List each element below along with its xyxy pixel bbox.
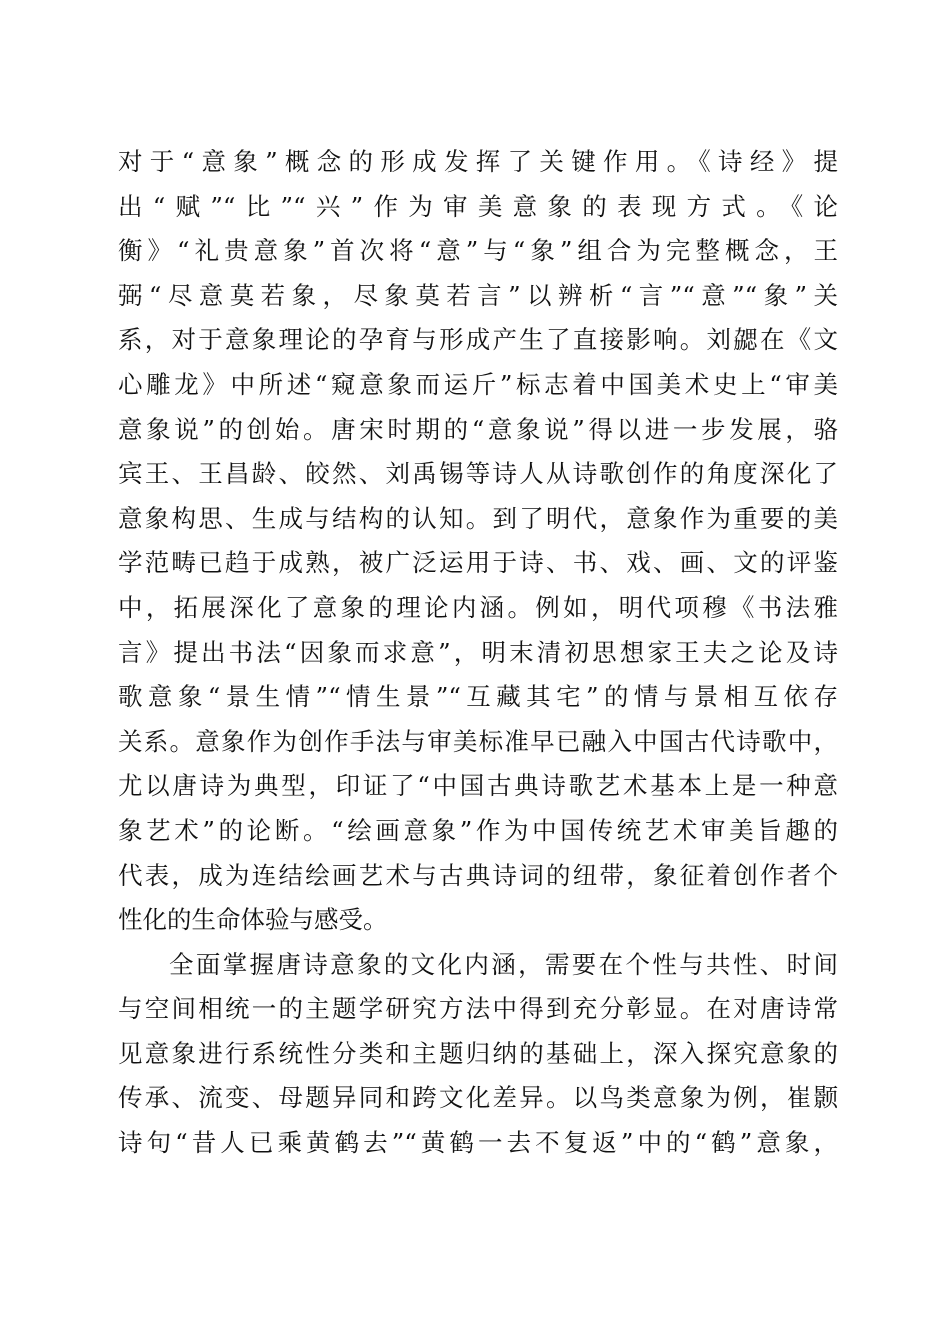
text-line: 心雕龙》中所述“窥意象而运斤”标志着中国美术史上“审美	[118, 369, 838, 399]
text-line: 全面掌握唐诗意象的文化内涵，需要在个性与共性、时间	[169, 949, 838, 979]
text-line: 传承、流变、母题异同和跨文化差异。以鸟类意象为例，崔颢	[118, 1083, 838, 1113]
paragraph-1	[118, 140, 838, 943]
text-line: 对于“意象”概念的形成发挥了关键作用。《诗经》提	[118, 147, 838, 176]
text-line: 见意象进行系统性分类和主题归纳的基础上，深入探究意象的	[118, 1038, 838, 1068]
text-line: 象艺术”的论断。“绘画意象”作为中国传统艺术审美旨趣的	[118, 815, 838, 845]
text-line: 意象说”的创始。唐宋时期的“意象说”得以进一步发展，骆	[118, 414, 838, 444]
text-line: 系，对于意象理论的孕育与形成产生了直接影响。刘勰在《文	[118, 325, 838, 355]
text-line: 性化的生命体验与感受。	[118, 905, 388, 935]
text-line: 学范畴已趋于成熟，被广泛运用于诗、书、戏、画、文的评鉴	[118, 548, 838, 578]
text-line: 歌意象“景生情”“情生景”“互藏其宅”的情与景相互依存	[118, 682, 838, 712]
text-line: 中，拓展深化了意象的理论内涵。例如，明代项穆《书法雅	[118, 592, 838, 622]
text-line: 尤以唐诗为典型，印证了“中国古典诗歌艺术基本上是一种意	[118, 771, 838, 801]
paragraph-2	[118, 943, 838, 1166]
text-line: 宾王、王昌龄、皎然、刘禹锡等诗人从诗歌创作的角度深化了	[118, 459, 838, 489]
document-body	[118, 140, 838, 1166]
text-line: 关系。意象作为创作手法与审美标准早已融入中国古代诗歌中，	[118, 726, 838, 756]
text-line: 诗句“昔人已乘黄鹤去”“黄鹤一去不复返”中的“鹤”意象，	[118, 1128, 838, 1158]
text-line: 出“赋”“比”“兴”作为审美意象的表现方式。《论	[118, 191, 838, 221]
text-line: 言》提出书法“因象而求意”，明末清初思想家王夫之论及诗	[118, 637, 838, 667]
text-line: 意象构思、生成与结构的认知。到了明代，意象作为重要的美	[118, 503, 838, 533]
text-line: 代表，成为连结绘画艺术与古典诗词的纽带，象征着创作者个	[118, 860, 838, 890]
text-line: 衡》“礼贵意象”首次将“意”与“象”组合为完整概念，王	[118, 236, 838, 266]
text-line: 与空间相统一的主题学研究方法中得到充分彰显。在对唐诗常	[118, 994, 838, 1024]
text-line: 弼“尽意莫若象，尽象莫若言”以辨析“言”“意”“象”关	[118, 280, 838, 310]
